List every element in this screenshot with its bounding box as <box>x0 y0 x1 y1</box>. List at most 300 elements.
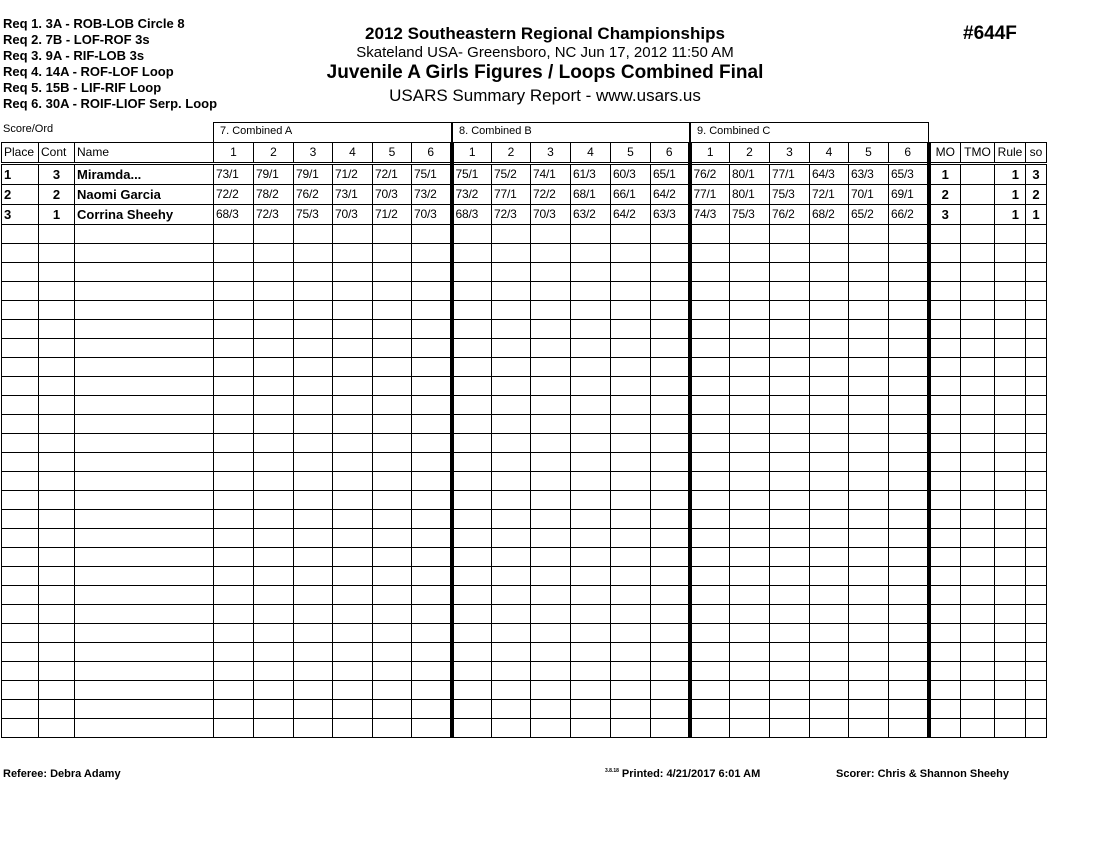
empty-cell <box>961 700 995 719</box>
empty-cell <box>611 548 651 567</box>
empty-cell <box>333 586 373 605</box>
empty-cell <box>770 586 810 605</box>
empty-cell <box>412 358 452 377</box>
score-cell: 65/2 <box>849 205 889 225</box>
empty-cell <box>412 700 452 719</box>
empty-cell <box>849 244 889 263</box>
empty-cell <box>75 605 214 624</box>
score-cell: 68/1 <box>571 185 611 205</box>
empty-cell <box>2 510 39 529</box>
column-header: 2 <box>730 143 770 164</box>
empty-cell <box>929 472 961 491</box>
empty-cell <box>373 472 412 491</box>
empty-cell <box>254 567 294 586</box>
empty-cell <box>571 548 611 567</box>
score-cell: 77/1 <box>690 185 730 205</box>
empty-cell <box>373 529 412 548</box>
empty-cell <box>75 320 214 339</box>
empty-cell <box>770 320 810 339</box>
empty-cell <box>412 415 452 434</box>
empty-cell <box>849 567 889 586</box>
empty-cell <box>254 434 294 453</box>
empty-cell <box>373 719 412 738</box>
score-cell: 72/3 <box>254 205 294 225</box>
empty-cell <box>39 472 75 491</box>
empty-cell <box>730 662 770 681</box>
empty-cell <box>531 681 571 700</box>
empty-cell <box>214 681 254 700</box>
empty-cell <box>849 605 889 624</box>
empty-cell <box>1026 643 1047 662</box>
empty-cell <box>452 320 492 339</box>
so-cell: 3 <box>1026 164 1047 185</box>
empty-cell <box>849 339 889 358</box>
empty-cell <box>995 320 1026 339</box>
column-header: so <box>1026 143 1047 164</box>
empty-cell <box>412 396 452 415</box>
empty-cell <box>651 263 690 282</box>
empty-cell <box>810 377 849 396</box>
score-cell: 68/3 <box>214 205 254 225</box>
empty-cell <box>929 662 961 681</box>
empty-cell <box>2 377 39 396</box>
empty-cell <box>373 301 412 320</box>
empty-cell <box>412 662 452 681</box>
empty-cell <box>452 681 492 700</box>
empty-cell <box>412 624 452 643</box>
empty-cell <box>75 358 214 377</box>
empty-cell <box>75 491 214 510</box>
empty-cell <box>452 263 492 282</box>
empty-cell <box>2 453 39 472</box>
column-header: 6 <box>651 143 690 164</box>
empty-cell <box>611 396 651 415</box>
empty-cell <box>39 453 75 472</box>
empty-cell <box>254 624 294 643</box>
empty-cell <box>531 282 571 301</box>
empty-cell <box>294 358 333 377</box>
score-cell: 76/2 <box>294 185 333 205</box>
skater-name: Miramda... <box>75 164 214 185</box>
empty-cell <box>412 263 452 282</box>
empty-cell <box>770 453 810 472</box>
empty-cell <box>452 396 492 415</box>
empty-cell <box>2 605 39 624</box>
empty-cell <box>373 320 412 339</box>
empty-cell <box>849 282 889 301</box>
empty-cell <box>929 586 961 605</box>
empty-cell <box>2 567 39 586</box>
empty-cell <box>611 415 651 434</box>
empty-cell <box>995 700 1026 719</box>
empty-cell <box>651 472 690 491</box>
empty-cell <box>1026 358 1047 377</box>
empty-cell <box>889 377 929 396</box>
empty-cell <box>690 263 730 282</box>
empty-cell <box>770 472 810 491</box>
empty-cell <box>2 548 39 567</box>
empty-cell <box>333 548 373 567</box>
empty-cell <box>995 605 1026 624</box>
empty-cell <box>611 453 651 472</box>
empty-cell <box>373 415 412 434</box>
empty-cell <box>961 415 995 434</box>
empty-cell <box>531 415 571 434</box>
empty-cell <box>2 415 39 434</box>
empty-cell <box>995 377 1026 396</box>
empty-cell <box>2 358 39 377</box>
empty-row <box>2 567 1047 586</box>
empty-cell <box>254 472 294 491</box>
empty-cell <box>571 244 611 263</box>
empty-cell <box>214 396 254 415</box>
empty-cell <box>889 244 929 263</box>
empty-cell <box>373 700 412 719</box>
empty-cell <box>651 244 690 263</box>
empty-cell <box>373 624 412 643</box>
empty-cell <box>929 643 961 662</box>
empty-cell <box>730 548 770 567</box>
empty-cell <box>929 453 961 472</box>
empty-cell <box>492 225 531 244</box>
empty-cell <box>571 643 611 662</box>
empty-cell <box>254 282 294 301</box>
empty-cell <box>39 662 75 681</box>
empty-row <box>2 643 1047 662</box>
score-cell: 79/1 <box>294 164 333 185</box>
score-cell: 63/2 <box>571 205 611 225</box>
empty-cell <box>333 681 373 700</box>
empty-cell <box>995 510 1026 529</box>
empty-cell <box>810 624 849 643</box>
score-cell: 72/2 <box>531 185 571 205</box>
column-header: Place <box>2 143 39 164</box>
event-id: #644F <box>963 23 1017 44</box>
empty-cell <box>214 491 254 510</box>
empty-cell <box>452 415 492 434</box>
empty-cell <box>39 434 75 453</box>
empty-cell <box>651 662 690 681</box>
empty-cell <box>75 453 214 472</box>
version-label: 3.8.18 <box>605 768 619 774</box>
empty-cell <box>2 225 39 244</box>
empty-cell <box>214 263 254 282</box>
empty-cell <box>333 662 373 681</box>
empty-cell <box>531 491 571 510</box>
empty-cell <box>531 396 571 415</box>
empty-cell <box>961 358 995 377</box>
table-header-row <box>2 143 1047 164</box>
empty-cell <box>849 662 889 681</box>
empty-cell <box>214 605 254 624</box>
empty-cell <box>571 624 611 643</box>
empty-cell <box>452 244 492 263</box>
empty-cell <box>412 434 452 453</box>
empty-cell <box>294 548 333 567</box>
empty-cell <box>1026 719 1047 738</box>
cont-cell: 1 <box>39 205 75 225</box>
empty-cell <box>75 586 214 605</box>
cont-cell: 3 <box>39 164 75 185</box>
skater-name: Corrina Sheehy <box>75 205 214 225</box>
empty-cell <box>770 415 810 434</box>
printed-info <box>605 768 760 780</box>
empty-cell <box>929 700 961 719</box>
empty-cell <box>333 415 373 434</box>
printed-timestamp: Printed: 4/21/2017 6:01 AM <box>621 768 761 780</box>
empty-cell <box>452 529 492 548</box>
empty-cell <box>39 415 75 434</box>
skater-name: Naomi Garcia <box>75 185 214 205</box>
empty-cell <box>690 339 730 358</box>
empty-cell <box>651 605 690 624</box>
empty-cell <box>961 244 995 263</box>
empty-cell <box>254 681 294 700</box>
empty-cell <box>452 548 492 567</box>
empty-cell <box>294 377 333 396</box>
group-header-combined-c: 9. Combined C <box>690 122 929 142</box>
empty-cell <box>571 510 611 529</box>
empty-cell <box>333 491 373 510</box>
championship-title: 2012 Southeastern Regional Championships <box>365 24 725 43</box>
empty-cell <box>571 320 611 339</box>
score-cell: 71/2 <box>373 205 412 225</box>
empty-cell <box>961 320 995 339</box>
empty-cell <box>929 605 961 624</box>
empty-cell <box>412 605 452 624</box>
empty-cell <box>770 396 810 415</box>
empty-cell <box>2 624 39 643</box>
empty-cell <box>1026 624 1047 643</box>
score-cell: 63/3 <box>849 164 889 185</box>
empty-cell <box>995 548 1026 567</box>
empty-cell <box>39 377 75 396</box>
empty-cell <box>75 624 214 643</box>
empty-cell <box>373 662 412 681</box>
empty-cell <box>730 358 770 377</box>
column-header: 5 <box>373 143 412 164</box>
score-cell: 65/3 <box>889 164 929 185</box>
empty-cell <box>333 453 373 472</box>
empty-cell <box>730 263 770 282</box>
empty-cell <box>1026 263 1047 282</box>
empty-cell <box>929 434 961 453</box>
requirement-item: Req 2. 7B - LOF-ROF 3s <box>3 32 150 47</box>
empty-cell <box>611 339 651 358</box>
empty-cell <box>651 719 690 738</box>
score-cell: 71/2 <box>333 164 373 185</box>
empty-cell <box>75 301 214 320</box>
empty-cell <box>571 472 611 491</box>
empty-cell <box>849 681 889 700</box>
empty-cell <box>995 719 1026 738</box>
empty-row <box>2 225 1047 244</box>
empty-cell <box>492 662 531 681</box>
empty-cell <box>995 453 1026 472</box>
empty-cell <box>531 225 571 244</box>
empty-cell <box>849 320 889 339</box>
empty-cell <box>810 719 849 738</box>
column-header: 4 <box>810 143 849 164</box>
column-header: TMO <box>961 143 995 164</box>
empty-cell <box>39 263 75 282</box>
empty-cell <box>651 700 690 719</box>
empty-cell <box>294 567 333 586</box>
empty-cell <box>995 662 1026 681</box>
empty-row <box>2 510 1047 529</box>
empty-cell <box>571 567 611 586</box>
empty-cell <box>412 586 452 605</box>
empty-cell <box>492 358 531 377</box>
empty-row <box>2 700 1047 719</box>
empty-cell <box>889 282 929 301</box>
empty-cell <box>1026 472 1047 491</box>
empty-cell <box>531 643 571 662</box>
empty-cell <box>929 225 961 244</box>
empty-cell <box>333 434 373 453</box>
empty-cell <box>294 282 333 301</box>
empty-cell <box>690 472 730 491</box>
empty-cell <box>810 263 849 282</box>
empty-cell <box>75 434 214 453</box>
empty-cell <box>39 320 75 339</box>
empty-cell <box>730 719 770 738</box>
score-cell: 68/2 <box>810 205 849 225</box>
empty-cell <box>810 510 849 529</box>
empty-cell <box>214 282 254 301</box>
empty-cell <box>571 396 611 415</box>
empty-cell <box>373 339 412 358</box>
score-cell: 66/1 <box>611 185 651 205</box>
empty-cell <box>412 472 452 491</box>
empty-cell <box>651 548 690 567</box>
score-cell: 65/1 <box>651 164 690 185</box>
score-cell: 61/3 <box>571 164 611 185</box>
empty-cell <box>333 700 373 719</box>
empty-cell <box>452 472 492 491</box>
empty-cell <box>412 510 452 529</box>
empty-cell <box>75 472 214 491</box>
empty-cell <box>571 529 611 548</box>
place-cell: 2 <box>2 185 39 205</box>
empty-cell <box>2 491 39 510</box>
empty-cell <box>75 282 214 301</box>
empty-row <box>2 529 1047 548</box>
score-cell: 75/2 <box>492 164 531 185</box>
score-cell: 68/3 <box>452 205 492 225</box>
empty-cell <box>730 396 770 415</box>
empty-cell <box>2 586 39 605</box>
empty-cell <box>492 491 531 510</box>
empty-cell <box>373 605 412 624</box>
score-cell: 70/3 <box>333 205 373 225</box>
empty-cell <box>39 624 75 643</box>
empty-cell <box>571 434 611 453</box>
empty-cell <box>849 301 889 320</box>
empty-cell <box>849 510 889 529</box>
empty-cell <box>571 301 611 320</box>
empty-cell <box>929 358 961 377</box>
score-cell: 63/3 <box>651 205 690 225</box>
empty-cell <box>730 225 770 244</box>
empty-cell <box>889 662 929 681</box>
referee-label: Referee: Debra Adamy <box>3 768 121 780</box>
empty-cell <box>889 472 929 491</box>
empty-row <box>2 396 1047 415</box>
empty-cell <box>492 567 531 586</box>
empty-row <box>2 453 1047 472</box>
empty-cell <box>929 396 961 415</box>
empty-cell <box>651 567 690 586</box>
empty-cell <box>611 434 651 453</box>
empty-cell <box>810 320 849 339</box>
empty-cell <box>214 377 254 396</box>
empty-cell <box>214 719 254 738</box>
empty-cell <box>929 491 961 510</box>
empty-cell <box>690 681 730 700</box>
empty-cell <box>452 643 492 662</box>
empty-cell <box>995 358 1026 377</box>
empty-cell <box>961 453 995 472</box>
empty-cell <box>651 491 690 510</box>
empty-cell <box>929 567 961 586</box>
empty-cell <box>75 396 214 415</box>
empty-cell <box>995 472 1026 491</box>
empty-cell <box>571 263 611 282</box>
empty-cell <box>214 700 254 719</box>
empty-cell <box>373 263 412 282</box>
empty-cell <box>1026 510 1047 529</box>
empty-cell <box>690 586 730 605</box>
empty-cell <box>889 567 929 586</box>
empty-cell <box>995 415 1026 434</box>
empty-cell <box>452 719 492 738</box>
empty-cell <box>929 244 961 263</box>
empty-cell <box>995 643 1026 662</box>
score-cell: 76/2 <box>690 164 730 185</box>
place-cell: 1 <box>2 164 39 185</box>
empty-cell <box>810 605 849 624</box>
empty-cell <box>611 567 651 586</box>
empty-cell <box>294 244 333 263</box>
empty-cell <box>611 624 651 643</box>
empty-cell <box>373 586 412 605</box>
empty-cell <box>611 225 651 244</box>
empty-cell <box>810 282 849 301</box>
empty-cell <box>333 263 373 282</box>
empty-cell <box>75 377 214 396</box>
empty-cell <box>770 339 810 358</box>
empty-cell <box>889 415 929 434</box>
empty-cell <box>730 244 770 263</box>
empty-cell <box>294 719 333 738</box>
empty-cell <box>929 301 961 320</box>
venue-date: Skateland USA- Greensboro, NC Jun 17, 2012 11:50 AM <box>356 44 734 61</box>
empty-cell <box>770 643 810 662</box>
empty-cell <box>492 624 531 643</box>
empty-cell <box>254 415 294 434</box>
empty-cell <box>810 681 849 700</box>
empty-cell <box>961 301 995 320</box>
column-header: MO <box>929 143 961 164</box>
empty-cell <box>690 510 730 529</box>
empty-cell <box>294 415 333 434</box>
empty-cell <box>651 681 690 700</box>
empty-cell <box>412 548 452 567</box>
empty-cell <box>333 320 373 339</box>
empty-cell <box>294 529 333 548</box>
score-cell: 64/2 <box>611 205 651 225</box>
